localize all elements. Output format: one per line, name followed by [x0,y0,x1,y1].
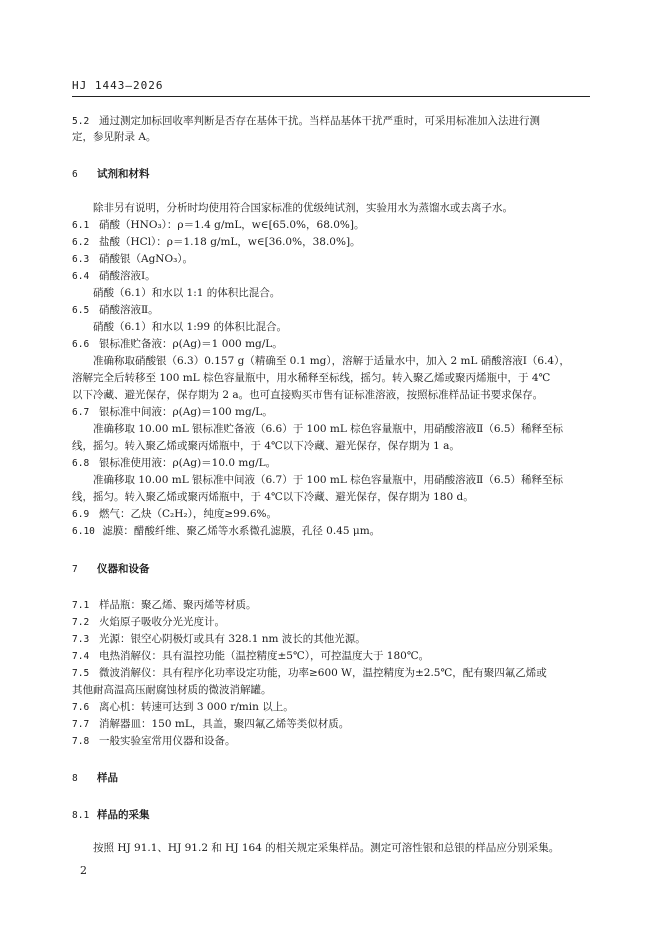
text-line [93,320,287,334]
text-line [72,269,156,284]
clause-number: 7.4 [72,651,90,662]
text-line [93,201,513,215]
section-heading [72,562,150,577]
clause-text: 其他耐高温高压耐腐蚀材质的微波消解罐。 [72,684,272,696]
clause-text: 定，参见附录 A。 [72,131,157,143]
clause-number: 8.1 [72,810,90,821]
text-line [72,649,429,664]
clause-text: 仪器和设备 [97,563,150,575]
clause-number: 6.7 [72,407,90,418]
clause-number: 7.8 [72,736,90,747]
clause-number: 6.6 [72,339,90,350]
text-line [72,700,294,715]
text-line [72,130,156,144]
text-line [72,388,543,402]
clause-text: 燃气：乙炔（C₂H₂），纯度≥99.6%。 [99,508,278,520]
clause-text: 线，摇匀。转入聚乙烯或聚丙烯瓶中，于 4℃以下冷藏、避光保存，保存期为 180 d。 [72,491,474,503]
text-line [72,598,257,613]
text-line [72,218,364,233]
text-line [72,615,225,630]
clause-text: 硝酸溶液Ⅱ。 [99,304,159,316]
clause-number: 6.8 [72,458,90,469]
clause-text: 硝酸溶液Ⅰ。 [99,270,156,282]
clause-number: 6 [72,169,78,180]
section-heading [72,771,118,786]
clause-number: 6.5 [72,305,90,316]
clause-number: 8 [72,773,78,784]
clause-number: 6.9 [72,509,90,520]
standard-code-header: HJ 1443—2026 [72,79,164,92]
clause-text: 准确称取硝酸银（6.3）0.157 g（精确至 0.1 mg），溶解于适量水中，加入 2 mL 硝酸溶液Ⅰ（6.4）， [93,355,570,367]
text-line [72,524,380,539]
clause-number: 6.2 [72,237,90,248]
clause-text: 离心机：转速可达到 3 000 r/min 以上。 [99,701,294,713]
clause-text: 以下冷藏、避光保存，保存期为 2 a。也可直接购买市售有证标准溶液，按照标准样品证书要求保存。 [72,389,544,401]
text-line [72,371,550,385]
clause-text: 火焰原子吸收分光光度计。 [99,616,225,628]
clause-text: 样品的采集 [97,809,150,821]
clause-number: 6.3 [72,254,90,265]
clause-text: 硝酸（6.1）和水以 1:99 的体积比混合。 [93,321,287,333]
text-line [93,841,559,855]
section-heading [72,808,150,823]
text-line [93,354,570,368]
text-line [72,405,273,420]
text-line [72,252,193,267]
clause-text: 准确移取 10.00 mL 银标准贮备液（6.6）于 100 mL 棕色容量瓶中，用硝酸溶液Ⅱ（6.5）稀释至标 [93,423,564,435]
clause-text: 硝酸（HNO₃）：ρ＝1.4 g/mL，w∈[65.0%，68.0%]。 [99,219,365,231]
clause-number: 7.6 [72,702,90,713]
clause-text: 消解器皿：150 mL，具盖，聚四氟乙烯等类似材质。 [99,718,350,730]
clause-text: 电热消解仪：具有温控功能（温控精度±5℃），可控温度大于 180℃。 [99,650,430,662]
clause-number: 7.3 [72,634,90,645]
clause-text: 滤膜：醋酸纤维、聚乙烯等水系微孔滤膜，孔径 0.45 μm。 [99,525,381,537]
clause-text: 盐酸（HCl）：ρ＝1.18 g/mL，w∈[36.0%，38.0%]。 [99,236,361,248]
clause-text: 银标准贮备液：ρ(Ag)＝1 000 mg/L。 [99,338,283,350]
text-line [72,490,474,504]
text-line [72,632,366,647]
clause-number: 7.5 [72,668,90,679]
text-line [72,235,361,250]
clause-text: 光源：银空心阴极灯或具有 328.1 nm 波长的其他光源。 [99,633,366,645]
text-line [93,422,563,436]
clause-text: 银标准中间液：ρ(Ag)＝100 mg/L。 [99,406,273,418]
text-line [72,456,276,471]
text-line [72,303,159,318]
clause-text: 银标准使用液：ρ(Ag)＝10.0 mg/L。 [99,457,277,469]
clause-number: 7.7 [72,719,90,730]
clause-text: 按照 HJ 91.1、HJ 91.2 和 HJ 164 的相关规定采集样品。测定可溶性银和总银的样品应分别采集。 [93,842,560,854]
clause-text: 硝酸银（AgNO₃）。 [99,253,194,265]
clause-text: 线，摇匀。转入聚乙烯或聚丙烯瓶中，于 4℃以下冷藏、避光保存，保存期为 1 a。 [72,440,460,452]
clause-number: 6.10 [72,526,95,537]
text-line [72,666,547,681]
clause-text: 硝酸（6.1）和水以 1:1 的体积比混合。 [93,287,281,299]
section-heading [72,167,150,182]
clause-text: 样品 [97,772,118,784]
clause-text: 试剂和材料 [97,168,150,180]
clause-text: 通过测定加标回收率判断是否存在基体干扰。当样品基体干扰严重时，可采用标准加入法进行测 [99,115,540,127]
clause-number: 6.4 [72,271,90,282]
clause-text: 微波消解仪：具有程序化功率设定功能，功率≥600 W，温控精度为±2.5℃，配有聚四氟乙烯或 [99,667,547,679]
clause-text: 一般实验室常用仪器和设备。 [99,735,236,747]
clause-number: 6.1 [72,220,90,231]
clause-text: 除非另有说明，分析时均使用符合国家标准的优级纯试剂，实验用水为蒸馏水或去离子水。 [93,202,513,214]
text-line [72,507,277,522]
text-line [72,114,540,129]
page-number: 2 [80,864,87,877]
text-line [72,439,460,453]
text-line [72,337,283,352]
header-rule [72,96,590,97]
text-line [72,717,349,732]
clause-number: 7 [72,564,78,575]
clause-text: 溶解完全后转移至 100 mL 棕色容量瓶中，用水稀释至标线，摇匀。转入聚乙烯或聚丙烯瓶中，于 4℃ [72,372,551,384]
clause-text: 准确移取 10.00 mL 银标准中间液（6.7）于 100 mL 棕色容量瓶中，用硝酸溶液Ⅱ（6.5）稀释至标 [93,474,564,486]
clause-text: 样品瓶：聚乙烯、聚丙烯等材质。 [99,599,257,611]
clause-number: 7.2 [72,617,90,628]
clause-number: 7.1 [72,600,90,611]
text-line [93,473,563,487]
clause-number: 5.2 [72,116,90,127]
text-line [72,683,272,697]
text-line [93,286,280,300]
text-line [72,734,236,749]
